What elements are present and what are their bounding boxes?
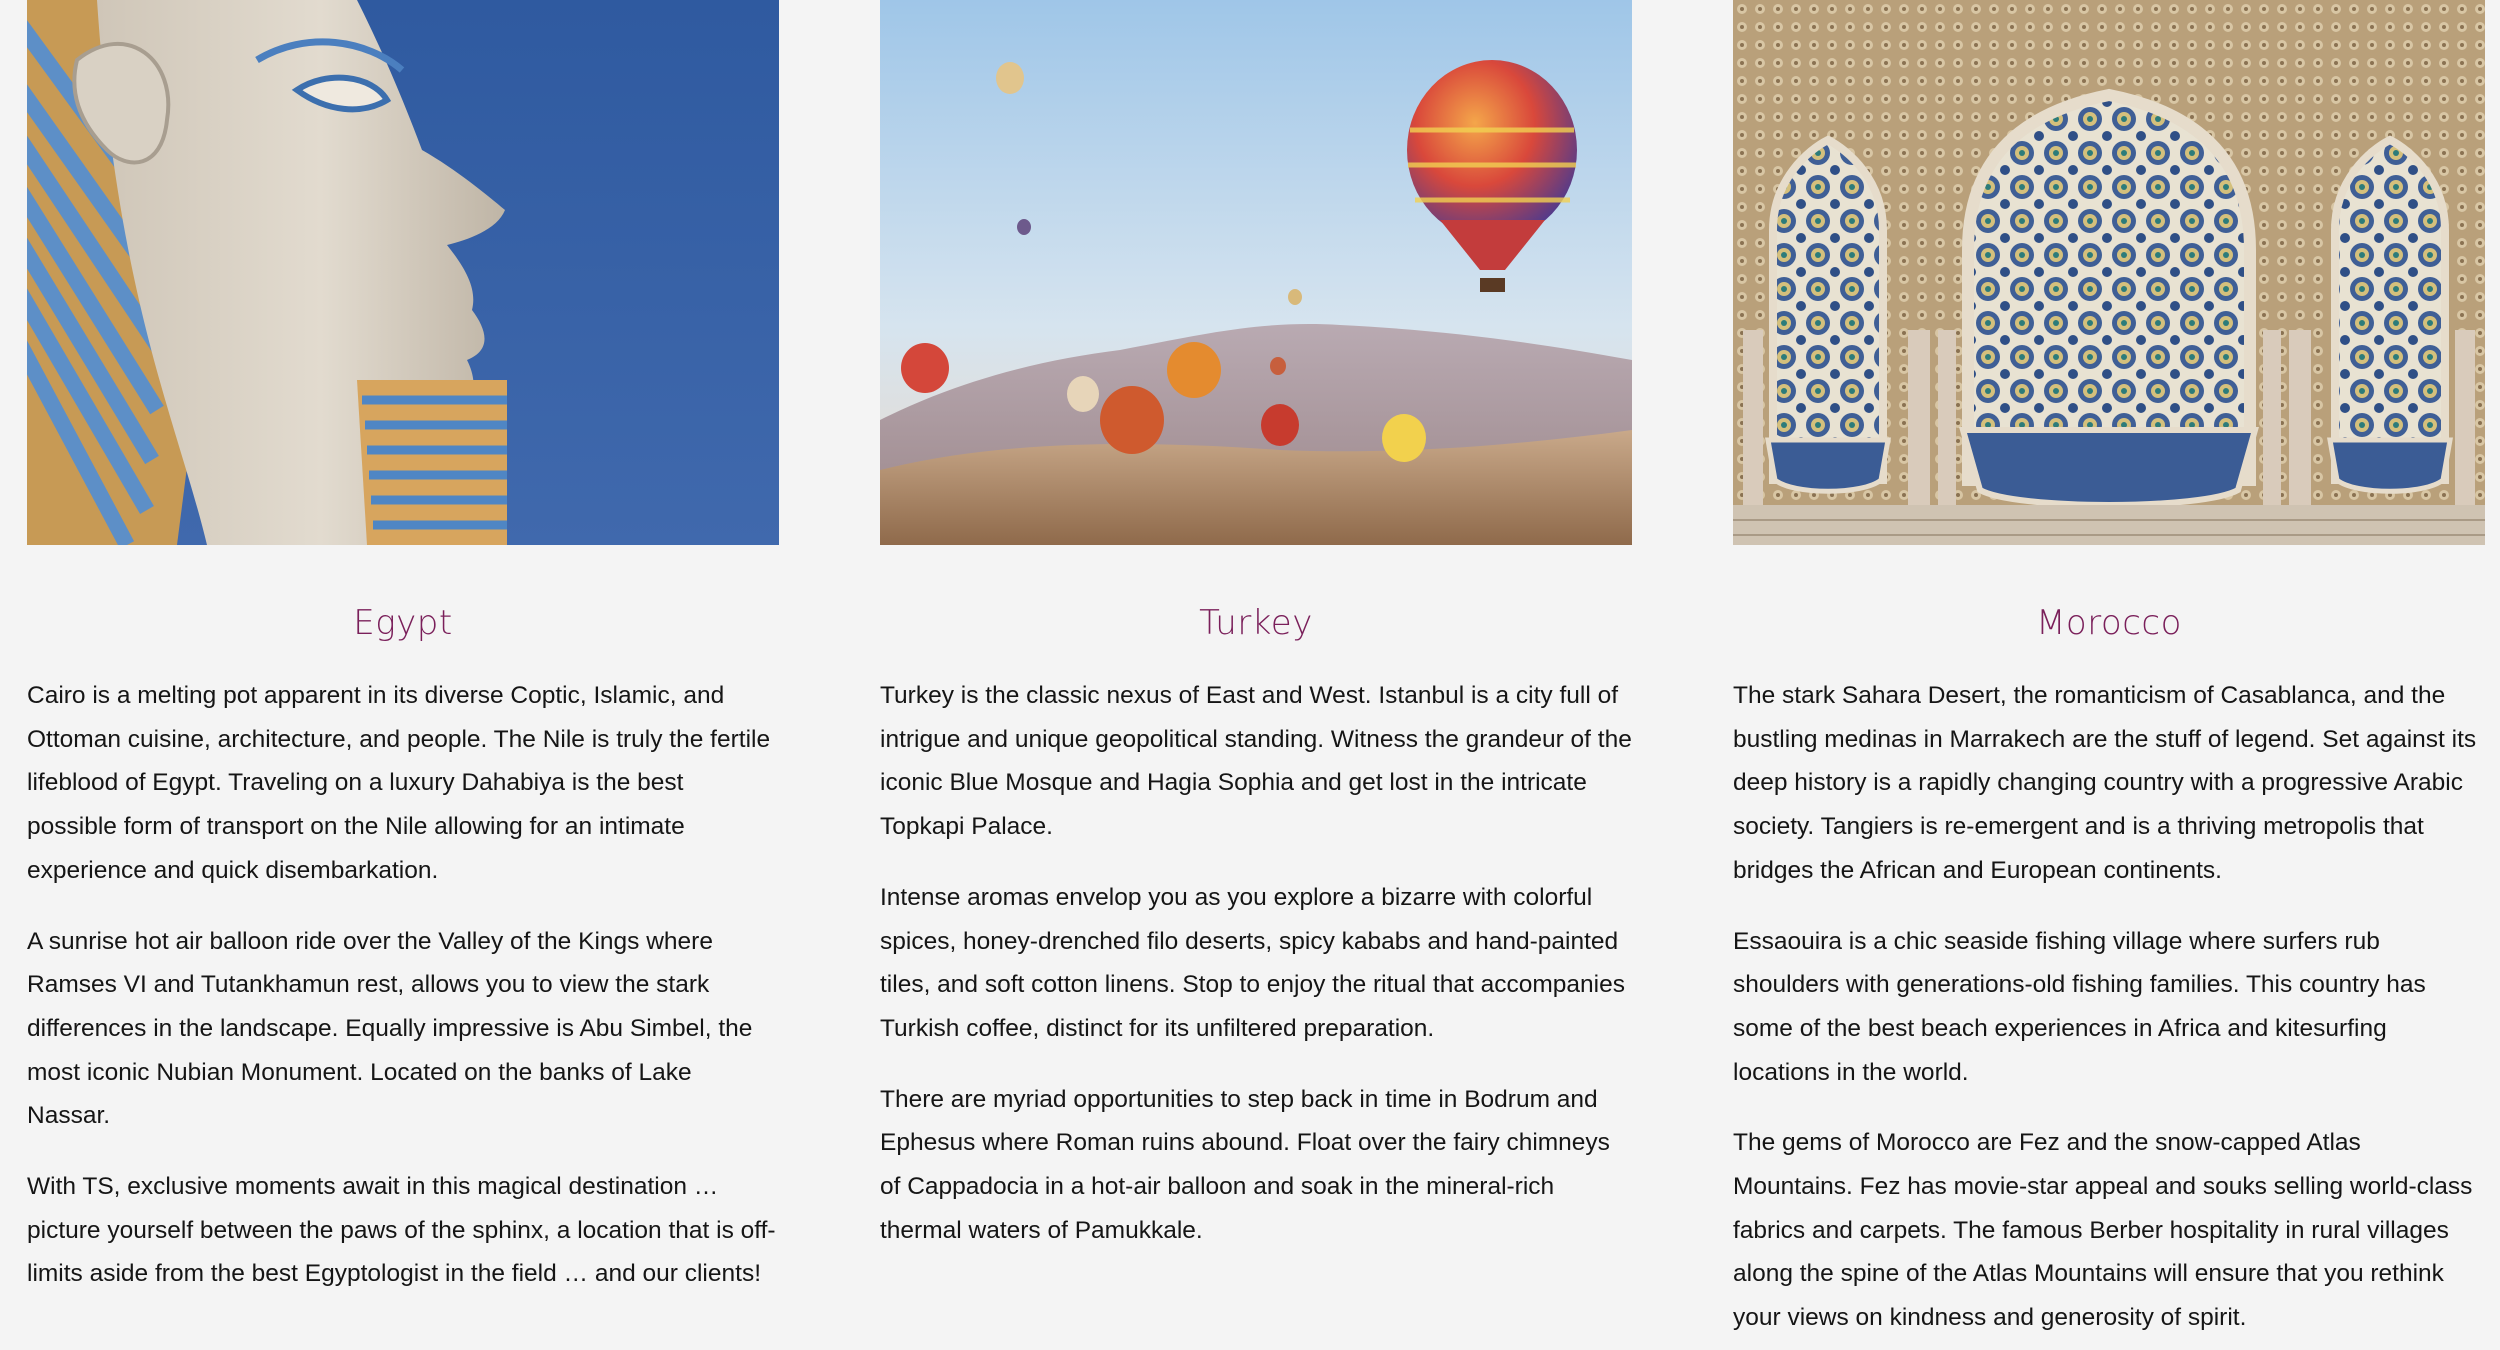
- hot-air-balloons-image: [880, 0, 1632, 545]
- destination-title: Egypt: [353, 603, 453, 643]
- destination-title: Turkey: [1199, 603, 1313, 643]
- pharaoh-statue-image: [27, 0, 779, 545]
- mosaic-fountain-image: [1733, 0, 2485, 545]
- destination-paragraph: A sunrise hot air balloon ride over the Valley of the Kings where Ramses VI and Tutankhamun rest, allows you to view the stark differences in the landscape. Equally impressive is Abu Simbel, the most iconic Nubian Monument. Located on the banks of Lake Nassar.: [27, 927, 753, 1130]
- destination-paragraph: Turkey is the classic nexus of East and West. Istanbul is a city full of intrigue and unique geopolitical standing. Witness the grandeur of the iconic Blue Mosque and Hagia Sophia and get lost in the intricate Topkapi Palace.: [880, 682, 1632, 841]
- destination-paragraph: Intense aromas envelop you as you explore a bizarre with colorful spices, honey-drenched filo deserts, spicy kababs and hand-painted tiles, and soft cotton linens. Stop to enjoy the ritual that accompanies Turkish coffee, distinct for its unfiltered preparation.: [880, 883, 1625, 1042]
- destination-paragraph: The stark Sahara Desert, the romanticism of Casablanca, and the bustling medinas in Marrakech are the stuff of legend. Set against its deep history is a rapidly changing country with a progressive Arabic society. Tangiers is re-emergent and is a thriving metropolis that bridges the African and European continents.: [1733, 682, 2477, 884]
- destination-card-turkey: [880, 0, 1632, 1340]
- destinations-grid: [27, 0, 2485, 1340]
- destination-card-egypt: [27, 0, 779, 1340]
- destination-paragraph: The gems of Morocco are Fez and the snow-capped Atlas Mountains. Fez has movie-star appeal and souks selling world-class fabrics and carpets. The famous Berber hospitality in rural villages along the spine of the Atlas Mountains will ensure that you rethink your views on kindness and generosity of spirit.: [1733, 1129, 2473, 1332]
- destination-paragraph: With TS, exclusive moments await in this magical destination … picture yourself between the paws of the sphinx, a location that is off-limits aside from the best Egyptologist in the field … and our clients!: [27, 1173, 776, 1288]
- destination-title: Morocco: [2036, 603, 2182, 643]
- destination-card-morocco: [1733, 0, 2485, 1340]
- destination-paragraph: Essaouira is a chic seaside fishing village where surfers rub shoulders with generations-old fishing families. This country has some of the best beach experiences in Africa and kitesurfing locations in the world.: [1733, 927, 2426, 1086]
- destination-paragraph: Cairo is a melting pot apparent in its diverse Coptic, Islamic, and Ottoman cuisine, architecture, and people. The Nile is truly the fertile lifeblood of Egypt. Traveling on a luxury Dahabiya is the best possible form of transport on the Nile allowing for an intimate experience and quick disembarkation.: [27, 682, 771, 884]
- destination-paragraph: There are myriad opportunities to step back in time in Bodrum and Ephesus where Roman ruins abound. Float over the fairy chimneys of Cappadocia in a hot-air balloon and soak in the mineral-rich thermal waters of Pamukkale.: [880, 1085, 1610, 1244]
